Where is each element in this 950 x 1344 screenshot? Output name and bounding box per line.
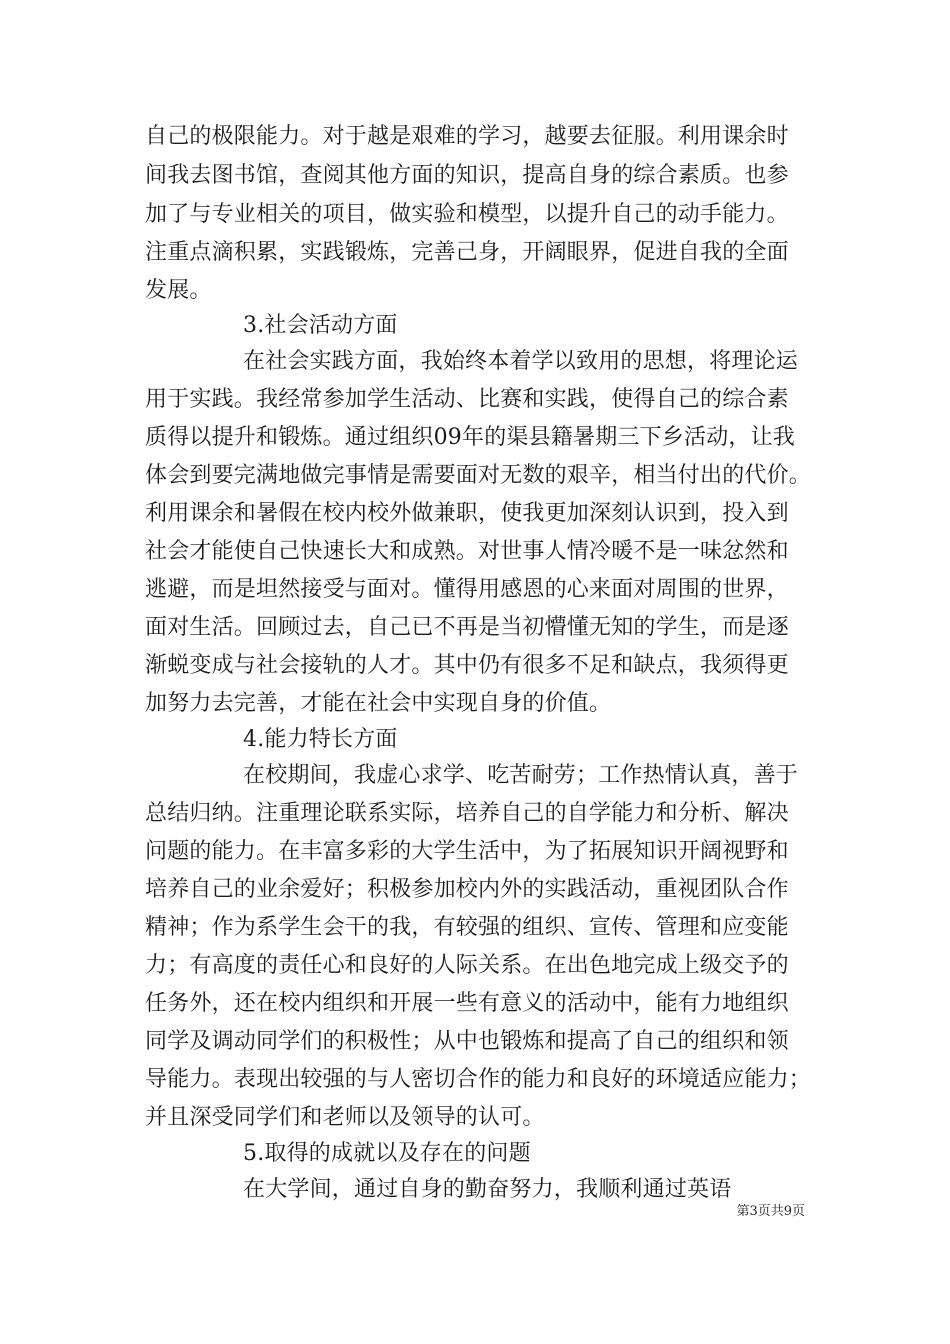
body-line: 面对生活。回顾过去，自己已不再是当初懵懂无知的学生，而是逐 xyxy=(145,615,789,640)
body-line: 力；有高度的责任心和良好的人际关系。在出色地完成上级交予的 xyxy=(145,953,789,978)
body-line: 总结归纳。注重理论联系实际，培养自己的自学能力和分析、解决 xyxy=(145,801,789,826)
body-line: 加了与专业相关的项目，做实验和模型，以提升自己的动手能力。 xyxy=(145,202,789,227)
body-line: 在校期间，我虚心求学、吃苦耐劳；工作热情认真，善于 xyxy=(243,763,799,788)
body-line: 用于实践。我经常参加学生活动、比赛和实践，使得自己的综合素 xyxy=(145,387,789,412)
body-line: 质得以提升和锻炼。通过组织09年的渠县籍暑期三下乡活动，让我 xyxy=(145,425,795,450)
body-line: 并且深受同学们和老师以及领导的认可。 xyxy=(145,1105,545,1130)
body-line: 体会到要完满地做完事情是需要面对无数的艰辛，相当付出的代价。 xyxy=(145,463,812,488)
body-line: 同学及调动同学们的积极性；从中也锻炼和提高了自己的组织和领 xyxy=(145,1029,789,1054)
body-line: 导能力。表现出较强的与人密切合作的能力和良好的环境适应能力； xyxy=(145,1067,812,1092)
body-line: 自己的极限能力。对于越是艰难的学习，越要去征服。利用课余时 xyxy=(145,124,789,149)
body-line: 渐蜕变成与社会接轨的人才。其中仍有很多不足和缺点，我须得更 xyxy=(145,653,789,678)
body-line: 精神；作为系学生会干的我，有较强的组织、宣传、管理和应变能 xyxy=(145,915,789,940)
section-heading-social-activities: 3.社会活动方面 xyxy=(243,313,398,338)
body-line: 逃避，而是坦然接受与面对。懂得用感恩的心来面对周围的世界， xyxy=(145,577,789,602)
body-line: 问题的能力。在丰富多彩的大学生活中，为了拓展知识开阔视野和 xyxy=(145,839,789,864)
section-heading-abilities: 4.能力特长方面 xyxy=(243,727,398,752)
body-line: 加努力去完善，才能在社会中实现自身的价值。 xyxy=(145,691,612,716)
body-line: 社会才能使自己快速长大和成熟。对世事人情冷暖不是一味忿然和 xyxy=(145,539,789,564)
body-line: 发展。 xyxy=(145,278,212,303)
body-line: 培养自己的业余爱好；积极参加校内外的实践活动，重视团队合作 xyxy=(145,877,789,902)
body-line: 注重点滴积累，实践锻炼，完善己身，开阔眼界，促进自我的全面 xyxy=(145,240,789,265)
body-line: 任务外，还在校内组织和开展一些有意义的活动中，能有力地组织 xyxy=(145,991,789,1016)
section-heading-achievements: 5.取得的成就以及存在的问题 xyxy=(243,1141,531,1166)
body-line: 间我去图书馆，查阅其他方面的知识，提高自身的综合素质。也参 xyxy=(145,163,789,188)
body-line: 利用课余和暑假在校内校外做兼职，使我更加深刻认识到，投入到 xyxy=(145,501,789,526)
page-number-footer: 第3页共9页 xyxy=(736,1204,805,1219)
body-line: 在大学间，通过自身的勤奋努力，我顺利通过英语 xyxy=(243,1177,732,1202)
body-line: 在社会实践方面，我始终本着学以致用的思想，将理论运 xyxy=(243,349,799,374)
